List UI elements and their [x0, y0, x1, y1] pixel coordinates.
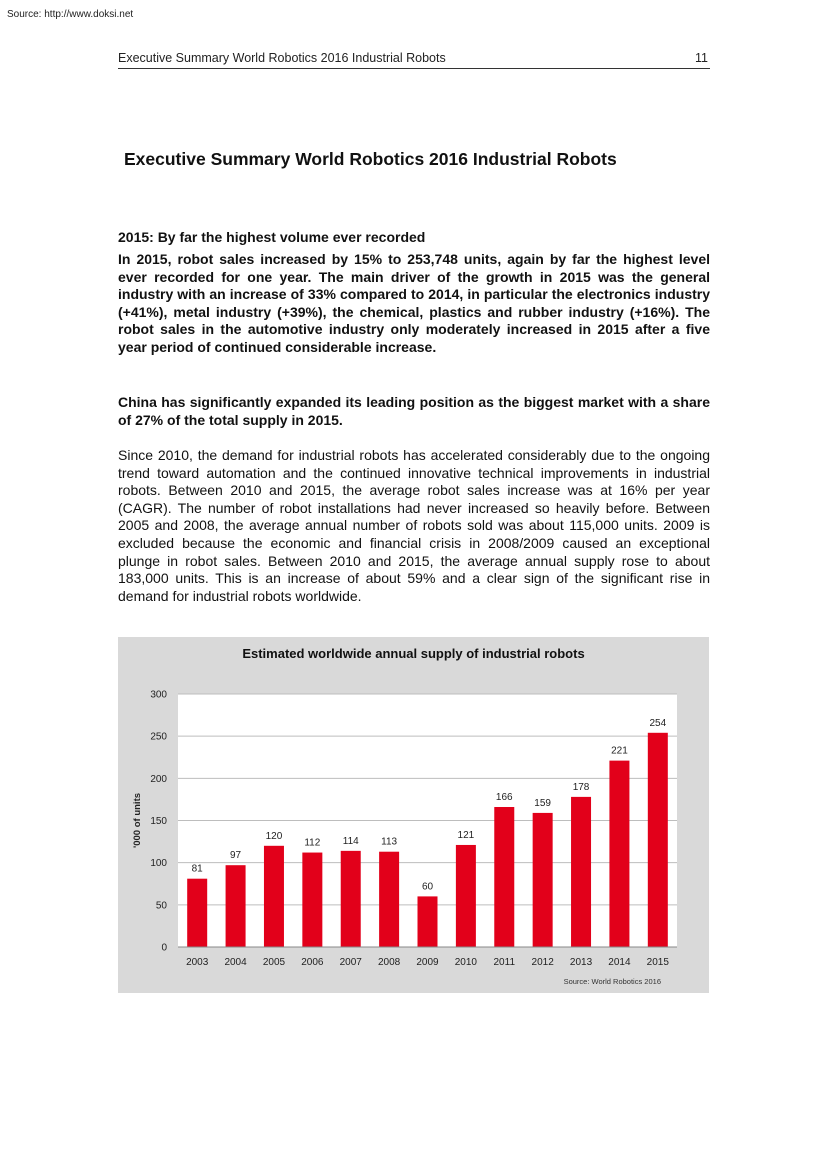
- section-heading: 2015: By far the highest volume ever recorded: [118, 229, 426, 245]
- x-tick-label-2011: 2011: [493, 957, 516, 968]
- body-paragraph: Since 2010, the demand for industrial robots has accelerated considerably due to the ongoing trend toward automation and the continued innovative technical improvements in industrial robots. Between 2010 and 2015, the average robot sales increase was at 16% per year (CAGR). The number of robot installations had never increased so heavily before. Between 2005 and 2008, the average annual number of robots sold was about 115,000 units. 2009 is excluded because the economic and financial crisis in 2008/2009 caused an exceptional plunge in robot sales. Between 2010 and 2015, the average annual supply rose to about 183,000 units. This is an increase of about 59% and a clear sign of the significant rise in demand for industrial robots worldwide.: [118, 447, 710, 604]
- bar-2012: [533, 813, 553, 947]
- running-header: [118, 50, 710, 69]
- x-tick-label-2014: 2014: [608, 957, 631, 968]
- data-label-2005: 120: [265, 830, 283, 842]
- x-tick-label-2013: 2013: [569, 957, 593, 968]
- y-tick-label: 150: [150, 816, 167, 827]
- data-label-2009: 60: [421, 881, 434, 893]
- bar-2011: [494, 807, 514, 947]
- y-tick-label: 100: [150, 858, 167, 870]
- data-label-2010: 121: [457, 829, 475, 841]
- data-label-2008: 113: [381, 836, 398, 848]
- x-tick-label-2003: 2003: [186, 957, 209, 968]
- x-tick-label-2006: 2006: [301, 957, 324, 968]
- bar-2007: [341, 851, 361, 947]
- x-tick-label-2007: 2007: [339, 957, 362, 968]
- y-tick-label: 200: [150, 773, 167, 785]
- x-tick-label-2008: 2008: [377, 957, 401, 968]
- lead-paragraph: In 2015, robot sales increased by 15% to 253,748 units, again by far the highest level ever recorded for one year. The main driver of the growth in 2015 was the general industry with an increase of 33% compared to 2014, in particular the electronics industry (+41%), metal industry (+39%), the chemical, plastics and rubber industry (+16%). The robot sales in the automotive industry only moderately increased in 2015 after a five year period of continued considerable increase.: [118, 251, 710, 355]
- y-tick-label: 250: [150, 731, 167, 743]
- data-label-2004: 97: [230, 850, 242, 862]
- source-url: Source: http://www.doksi.net: [7, 9, 134, 20]
- bar-2010: [456, 845, 476, 947]
- bar-2008: [379, 852, 399, 947]
- x-tick-label-2005: 2005: [262, 957, 286, 968]
- y-tick-label: 300: [150, 689, 167, 701]
- data-label-2014: 221: [611, 745, 628, 757]
- running-header-title: Executive Summary World Robotics 2016 Industrial Robots: [118, 51, 446, 65]
- chart-panel: [118, 637, 709, 993]
- x-tick-label-2004: 2004: [224, 957, 247, 968]
- chart-source-note: Source: World Robotics 2016: [563, 977, 661, 986]
- bar-2009: [418, 896, 438, 947]
- data-label-2011: 166: [495, 792, 513, 804]
- x-tick-label-2012: 2012: [531, 957, 554, 968]
- bar-2006: [302, 853, 322, 947]
- data-label-2012: 159: [534, 797, 551, 809]
- y-tick-label: 50: [155, 900, 167, 912]
- bar-2014: [609, 761, 629, 947]
- page-number: 11: [695, 51, 708, 65]
- y-axis-label: '000 of units: [132, 792, 143, 849]
- bar-2005: [264, 846, 284, 947]
- bar-2015: [648, 733, 668, 947]
- data-label-2013: 178: [572, 781, 590, 793]
- bar-2003: [187, 879, 207, 947]
- data-label-2015: 254: [649, 717, 667, 729]
- x-tick-label-2009: 2009: [416, 957, 439, 968]
- data-label-2006: 112: [304, 837, 321, 849]
- bar-chart: [118, 637, 709, 993]
- bar-2013: [571, 797, 591, 947]
- y-tick-label: 0: [161, 942, 167, 954]
- document-title: Executive Summary World Robotics 2016 Industrial Robots: [124, 149, 617, 169]
- x-tick-label-2015: 2015: [646, 957, 669, 968]
- data-label-2003: 81: [191, 863, 203, 875]
- x-tick-label-2010: 2010: [454, 957, 478, 968]
- data-label-2007: 114: [342, 835, 359, 847]
- chart-title: Estimated worldwide annual supply of industrial robots: [242, 646, 585, 661]
- bar-2004: [226, 865, 246, 947]
- china-paragraph: China has significantly expanded its leading position as the biggest market with a share of 27% of the total supply in 2015.: [118, 394, 710, 428]
